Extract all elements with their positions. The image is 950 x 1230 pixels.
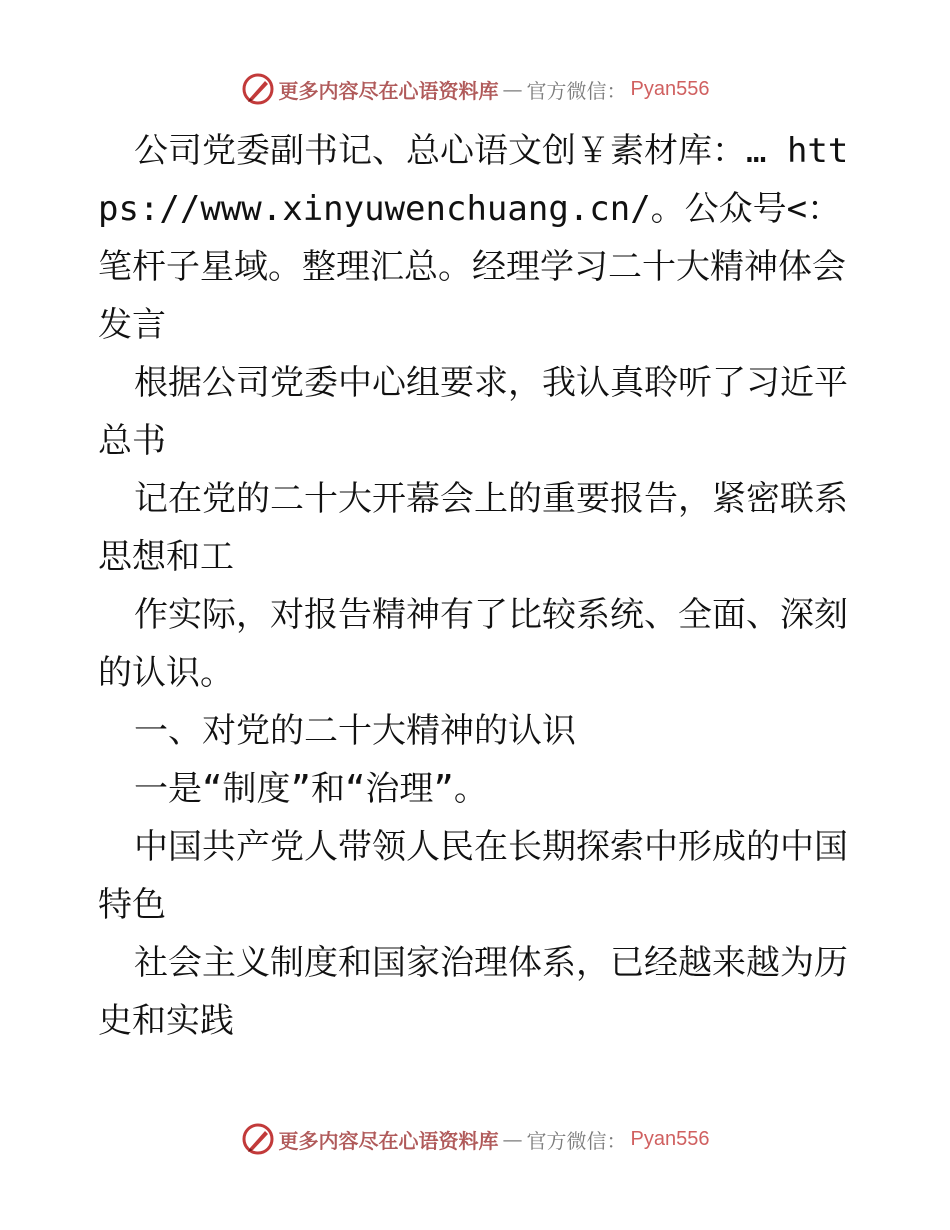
paragraph: 记在党的二十大开幕会上的重要报告，紧密联系思想和工 bbox=[98, 479, 848, 577]
document-body bbox=[98, 122, 858, 1050]
banner-dash: — bbox=[502, 77, 523, 101]
banner-main-text: 更多内容尽在心语资料库 bbox=[278, 78, 499, 103]
pen-logo-icon bbox=[241, 1122, 275, 1156]
banner-main-text: 更多内容尽在心语资料库 bbox=[278, 1128, 499, 1153]
banner-sub-text: 官方微信： bbox=[526, 1128, 627, 1153]
paragraph: 根据公司党委中心组要求，我认真聆听了习近平总书 bbox=[98, 363, 848, 461]
banner-wechat-id: Pyan556 bbox=[630, 1127, 710, 1150]
paragraph: 一是“制度”和“治理”。 bbox=[134, 769, 488, 809]
paragraph: 社会主义制度和国家治理体系，已经越来越为历史和实践 bbox=[98, 943, 848, 1041]
banner-wechat-id: Pyan556 bbox=[630, 77, 710, 100]
paragraph: 中国共产党人带领人民在长期探索中形成的中国特色 bbox=[98, 827, 848, 925]
header-banner bbox=[0, 72, 950, 106]
paragraph: 公司党委副书记、总心语文创￥素材库：… https://www.xinyuwenchuang.cn/。公众号<：笔杆子星域。整理汇总。经理学习二十大精神体会发言 bbox=[98, 131, 849, 345]
banner-sub-text: 官方微信： bbox=[526, 78, 627, 103]
pen-logo-icon bbox=[241, 72, 275, 106]
paragraph: 作实际，对报告精神有了比较系统、全面、深刻的认识。 bbox=[98, 595, 848, 693]
section-heading: 一、对党的二十大精神的认识 bbox=[134, 711, 576, 751]
footer-banner bbox=[0, 1122, 950, 1156]
banner-dash: — bbox=[502, 1127, 523, 1151]
